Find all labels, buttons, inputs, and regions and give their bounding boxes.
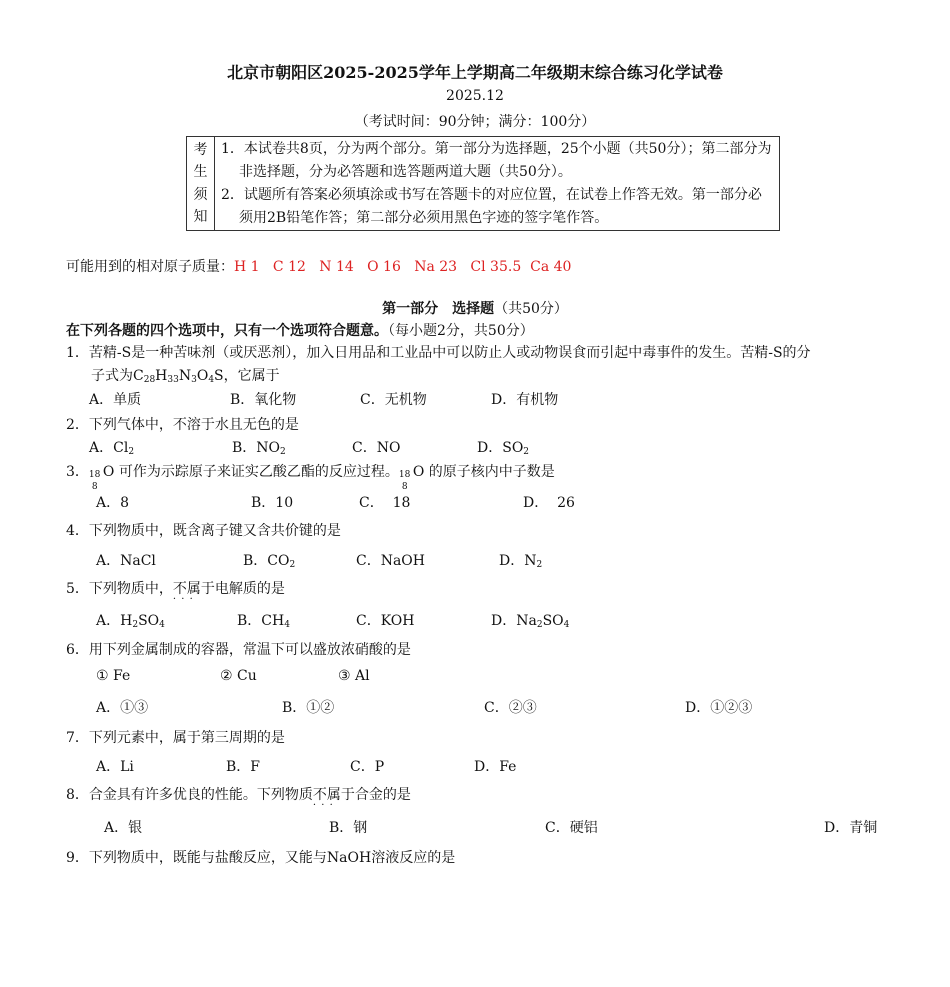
q3-option-b[interactable]: B．10	[251, 495, 294, 511]
mass-number: 18	[398, 470, 411, 480]
option-text: A．H	[96, 613, 133, 629]
q5-text: 电解质的是	[214, 581, 285, 597]
option-text: D．Na	[491, 613, 537, 629]
q7-option-d[interactable]: D．Fe	[474, 759, 517, 775]
emphasis-text: 不属于 · · ·	[313, 787, 355, 803]
formula-sub: 2	[280, 447, 286, 457]
part1-instruction	[66, 320, 534, 340]
part1-instruction-bold: 在下列各题的四个选项中，只有一个选项符合题意。	[66, 323, 388, 339]
q3-text: 可作为示踪原子来证实乙酸乙酯的反应过程。	[114, 464, 399, 480]
q3-option-a[interactable]: A．8	[96, 495, 130, 511]
q8-option-b[interactable]: B．钢	[329, 820, 368, 836]
q3-option-c[interactable]: C． 18	[359, 495, 411, 511]
formula-sub: 2	[523, 447, 530, 457]
formula-sub: 3	[191, 375, 197, 385]
element-symbol: O	[412, 464, 425, 480]
formula-sub: 4	[284, 620, 290, 630]
notice-body	[221, 138, 775, 230]
formula-sub: 2	[536, 560, 543, 570]
q5-option-d[interactable]	[491, 610, 569, 630]
notice-side-char: 考	[193, 142, 208, 159]
q4-option-d[interactable]	[499, 550, 542, 570]
q3-text: 的原子核内中子数是	[424, 464, 555, 480]
option-text: SO	[542, 613, 564, 629]
q2-option-c[interactable]: C．NO	[352, 440, 401, 456]
atomic-mass-values: H 1 C 12 N 14 O 16 Na 23 Cl 35.5 Ca 40	[234, 259, 572, 275]
option-text: B．NO	[232, 440, 281, 456]
q1-stem-line2	[91, 365, 280, 385]
atomic-number: 8	[401, 482, 408, 492]
q8-option-d[interactable]: D．青铜	[824, 820, 878, 836]
q5-option-a[interactable]	[96, 610, 165, 630]
q2-option-d[interactable]	[477, 437, 529, 457]
q8-stem	[66, 784, 411, 804]
q6-option-a[interactable]: A．①③	[96, 700, 149, 716]
q7-option-a[interactable]: A．Li	[96, 759, 134, 775]
option-text: D．N	[499, 553, 537, 569]
formula-sub: 4	[159, 620, 165, 630]
atomic-mass-line	[66, 256, 571, 276]
q1-option-a[interactable]: A．单质	[89, 392, 142, 408]
formula-sub: 28	[143, 375, 156, 385]
q2-option-b[interactable]	[232, 437, 286, 457]
q8-text: 8．合金具有许多优良的性能。下列物质	[66, 787, 313, 803]
notice-item: 1．本试卷共8页，分为两个部分。第一部分为选择题，25个小题（共50分）；第二部分为非选择题，分为必答题和选答题两道大题（共50分）。	[221, 141, 772, 180]
q8-option-c[interactable]: C．硬铝	[545, 820, 598, 836]
q3-option-d[interactable]: D． 26	[523, 495, 575, 511]
option-text: B．CO	[243, 553, 290, 569]
q1-option-d[interactable]: D．有机物	[491, 392, 559, 408]
formula-sub: 2	[132, 620, 139, 630]
q4-stem: 4．下列物质中，既含离子键又含共价键的是	[66, 523, 341, 539]
formula-el: H	[155, 368, 168, 384]
notice-side-char: 知	[193, 208, 208, 225]
formula-sub: 33	[167, 375, 179, 385]
formula-el: N	[178, 368, 192, 384]
notice-side-char: 生	[193, 164, 208, 181]
part1-heading-rest: （共50分）	[494, 301, 568, 317]
q5-text: 5．下列物质中，	[66, 581, 173, 597]
q7-option-b[interactable]: B．F	[226, 759, 261, 775]
q4-option-a[interactable]: A．NaCl	[96, 553, 156, 569]
q1-text: 子式为C	[91, 368, 144, 384]
notice-side-char: 须	[193, 186, 208, 203]
formula-sub: 4	[563, 620, 570, 630]
q9-stem: 9．下列物质中，既能与盐酸反应，又能与NaOH溶液反应的是	[66, 850, 456, 866]
option-text: D．SO	[477, 440, 524, 456]
q1-option-c[interactable]: C．无机物	[360, 392, 427, 408]
q6-option-b[interactable]: B．①②	[282, 700, 335, 716]
q6-metal-1: ① Fe	[96, 668, 131, 684]
q6-stem: 6．用下列金属制成的容器，常温下可以盛放浓硝酸的是	[66, 642, 411, 658]
part1-instruction-rest: （每小题2分，共50分）	[388, 323, 534, 339]
atomic-number: 8	[91, 482, 98, 492]
q1-text: ，它属于	[223, 368, 280, 384]
element-symbol: O	[102, 464, 115, 480]
option-text: A．Cl	[89, 440, 129, 456]
formula-sub: 2	[128, 447, 135, 457]
q2-option-a[interactable]	[89, 437, 134, 457]
formula-sub: 2	[289, 560, 296, 570]
option-text: SO	[138, 613, 160, 629]
q5-option-c[interactable]: C．KOH	[356, 613, 415, 629]
q8-option-a[interactable]: A．银	[104, 820, 143, 836]
q1-stem-line1: 1．苦精-S是一种苦味剂（或厌恶剂），加入日用品和工业品中可以防止人或动物误食而引起中毒事件的发生。苦精-S的分	[66, 345, 811, 361]
q1-option-b[interactable]: B．氧化物	[230, 392, 297, 408]
formula-sub: 4	[208, 375, 215, 385]
notice-item: 2．试题所有答案必须填涂或书写在答题卡的对应位置，在试卷上作答无效。第一部分必须用2B铅笔作答；第二部分必须用黑色字迹的签字笔作答。	[221, 187, 762, 226]
q3-text: 3．	[66, 464, 89, 480]
formula-el: S	[214, 368, 224, 384]
mass-number: 18	[88, 470, 101, 480]
q6-metal-3: ③ Al	[338, 668, 370, 684]
candidate-notice-box	[186, 136, 780, 231]
q8-text: 合金的是	[354, 787, 411, 803]
q7-stem: 7．下列元素中，属于第三周期的是	[66, 730, 285, 746]
q6-metal-2: ② Cu	[220, 668, 257, 684]
q4-option-c[interactable]: C．NaOH	[356, 553, 425, 569]
q6-option-c[interactable]: C．②③	[484, 700, 537, 716]
emphasis-text: 不属于 · · ·	[173, 581, 215, 597]
q6-option-d[interactable]: D．①②③	[685, 700, 753, 716]
exam-date: 2025.12	[446, 88, 504, 104]
q4-option-b[interactable]	[243, 550, 295, 570]
part1-heading-bold: 第一部分 选择题	[382, 301, 495, 317]
q7-option-c[interactable]: C．P	[350, 759, 385, 775]
q5-option-b[interactable]	[237, 610, 290, 630]
formula-sub: 2	[536, 620, 543, 630]
option-text: B．CH	[237, 613, 285, 629]
q3-stem	[66, 461, 555, 492]
q5-stem	[66, 578, 285, 598]
formula-el: O	[196, 368, 209, 384]
q2-stem: 2．下列气体中，不溶于水且无色的是	[66, 417, 299, 433]
notice-side-label	[187, 137, 215, 230]
part1-heading	[0, 298, 950, 318]
atomic-mass-label: 可能用到的相对原子质量：	[66, 259, 234, 275]
exam-info: （考试时间：90分钟；满分：100分）	[354, 114, 596, 130]
page-title: 北京市朝阳区2025-2025学年上学期高二年级期末综合练习化学试卷	[227, 63, 723, 82]
